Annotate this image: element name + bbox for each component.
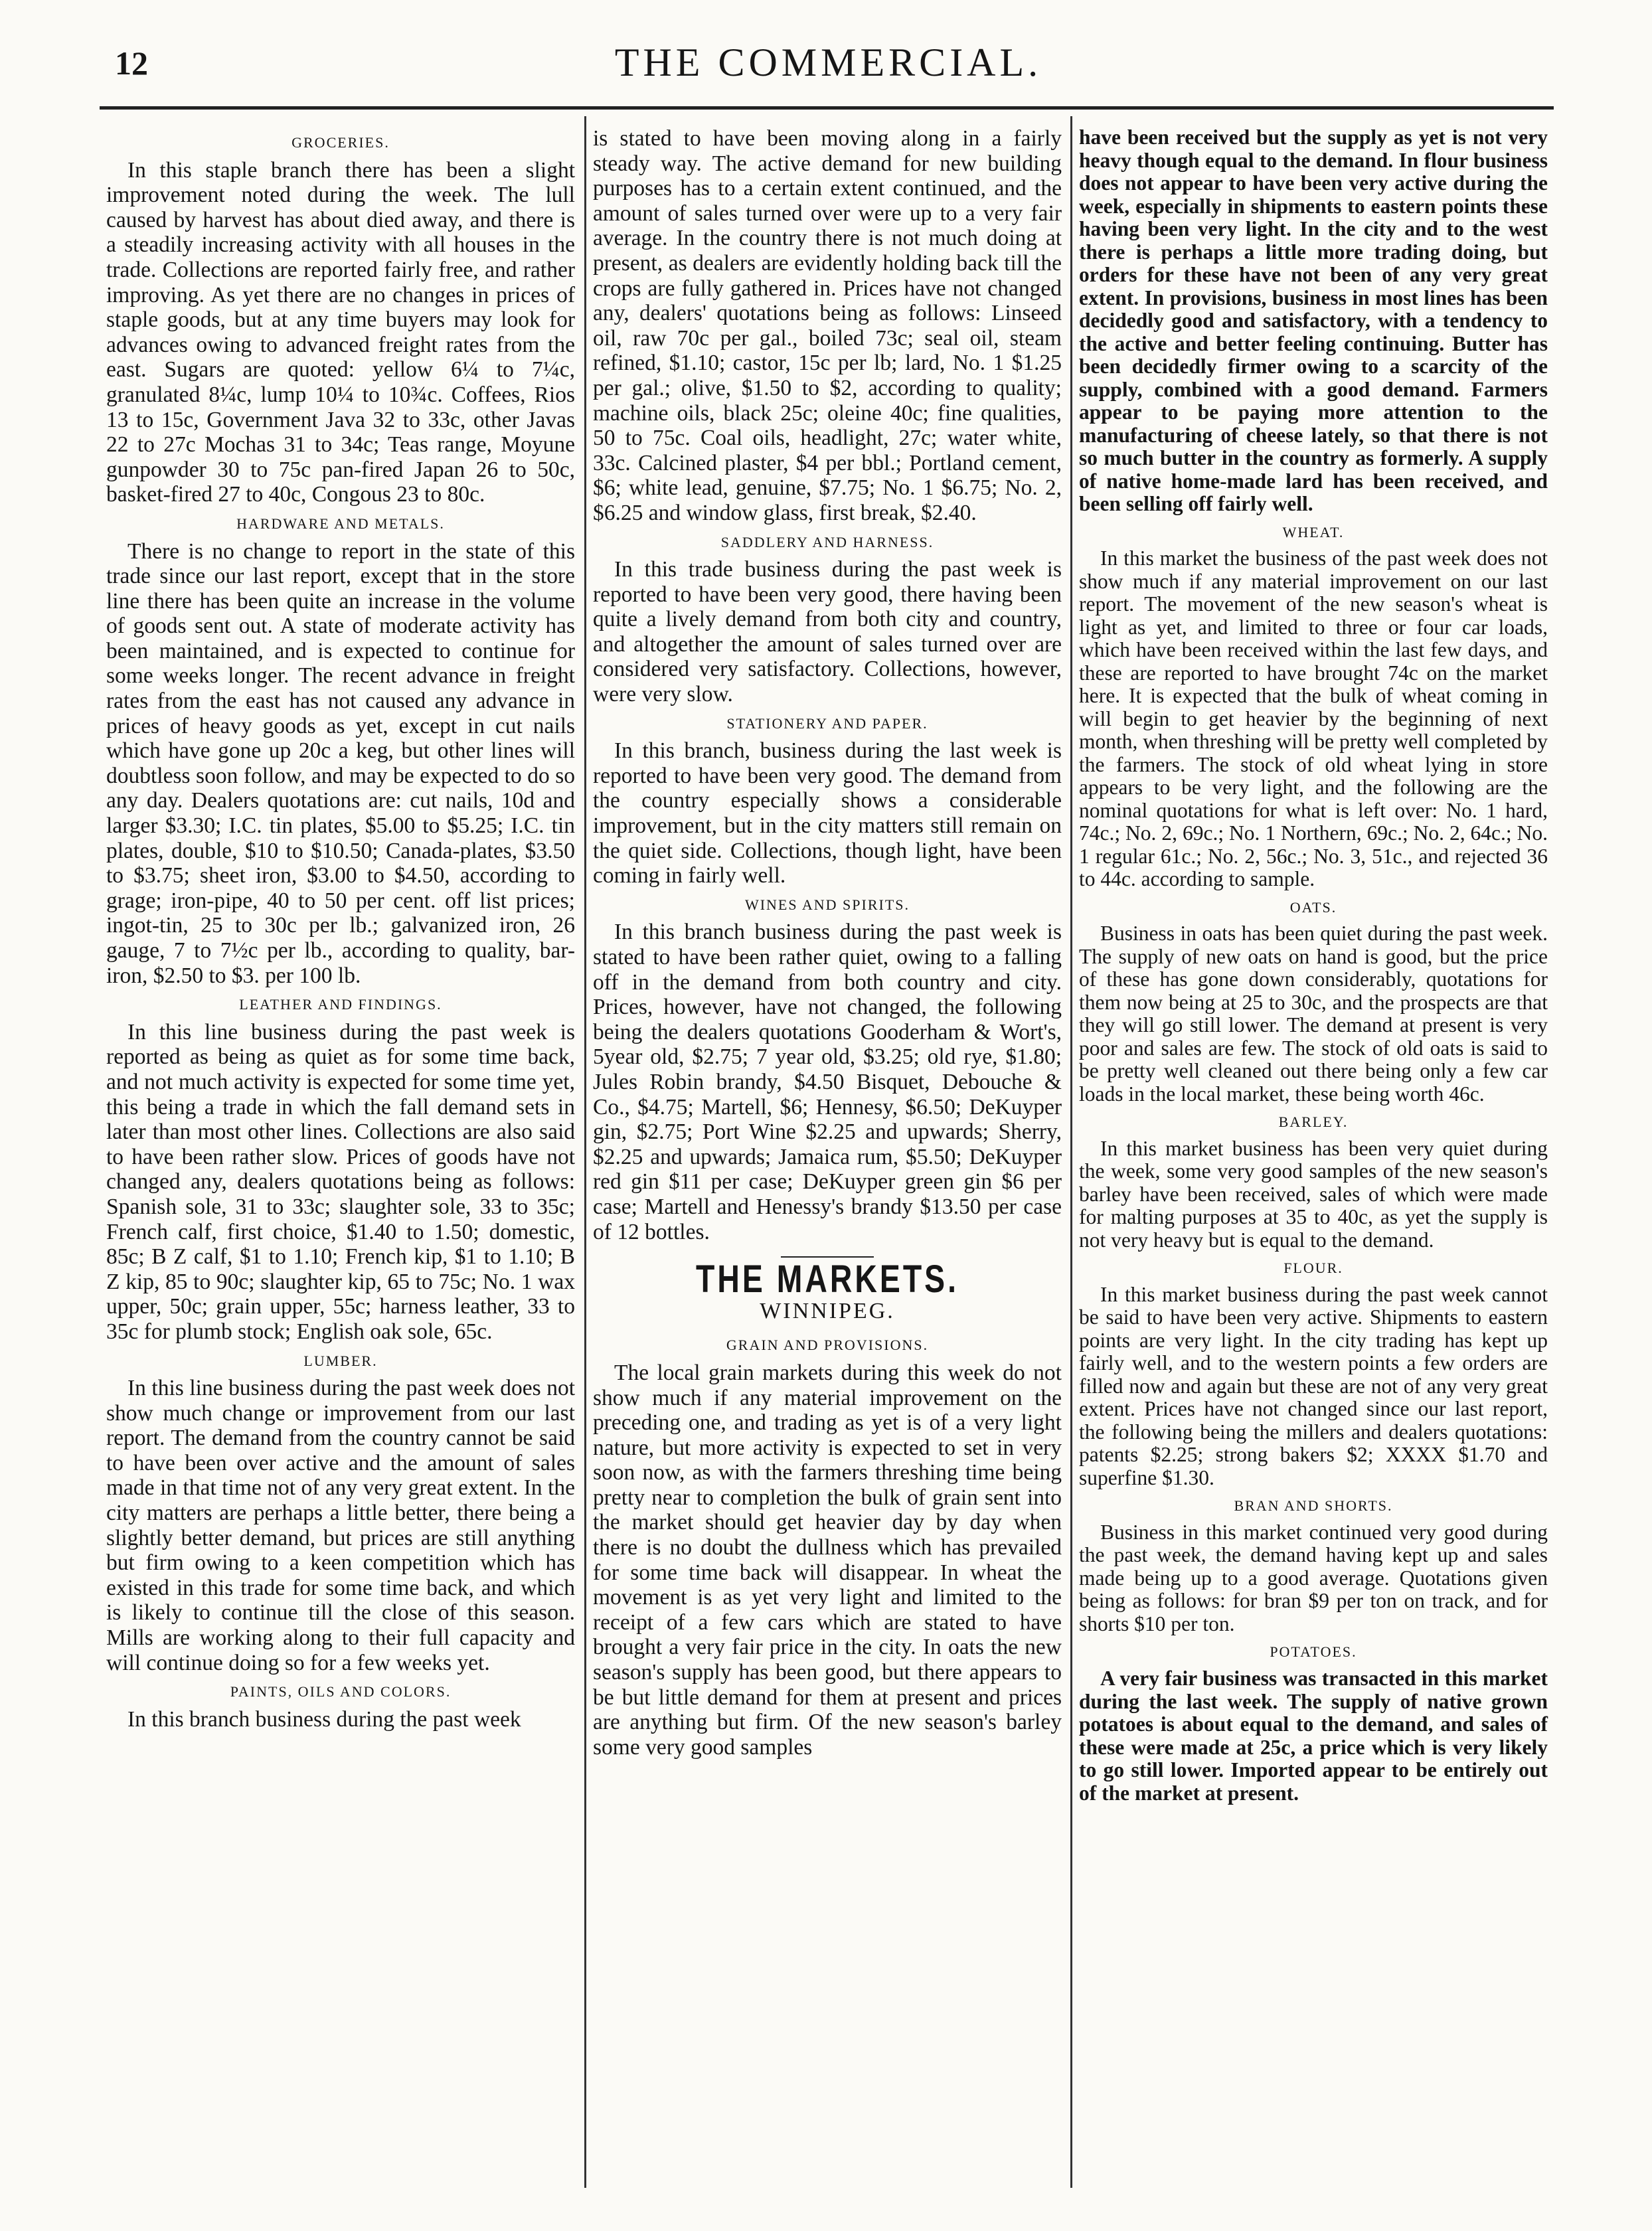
article-lumber: In this line business during the past week does not show much change or improvement from our last report. The demand from the country cannot be said to have been over active and the amount of sales made in that time not of any very great extent. In the city matters are perhaps a little better, there being a slightly better demand, but prices are still anything but firm owing to a keen competition which has existed in this trade for some time back, and which is likely to continue till the close of this season. Mills are working along to their full capacity and will continue doing so for a few weeks yet. <box>106 1376 575 1675</box>
column-2 <box>593 126 1062 1761</box>
city-heading-winnipeg: WINNIPEG. <box>760 1298 895 1323</box>
section-heading-grain: GRAIN AND PROVISIONS. <box>726 1337 929 1354</box>
article-grain-continued: have been received but the supply as yet is not very heavy though equal to the demand. In flour business does not appear to have been very active during the week, especially in shipments to eastern points these having been very light. In the city and to the west there is perhaps a little more trading doing, but orders for these have not been of any very great extent. In provisions, business in most lines has been decidedly good and satisfactory, with a tendency to the active and better feeling continuing. Butter has been decidedly firmer owing to a scarcity of the supply, combined with a good demand. Farmers appear to be paying more attention to the manufacturing of cheese lately, so that there is not so much butter in the country as formerly. A supply of native home-made lard has been received, and been selling off fairly well. <box>1079 125 1548 515</box>
section-heading-hardware: HARDWARE AND METALS. <box>236 515 445 532</box>
section-heading-bran: BRAN AND SHORTS. <box>1234 1497 1393 1515</box>
article-saddlery: In this trade business during the past week is reported to have been very good, there having been quite a lively demand from both city and country, and altogether the amount of sales turned over are considered very satisfactory. Collections, however, were very slow. <box>593 557 1062 707</box>
column-divider-1 <box>584 116 586 2188</box>
article-potatoes: A very fair business was transacted in this market during the last week. The supply of native grown potatoes is about equal to the demand, and sales of these were made at 25c, a price which is very likely to go still lower. Imported appear to be entirely out of the market at present. <box>1079 1667 1548 1805</box>
article-leather: In this line business during the past week is reported as being as quiet as for some time back, and not much activity is expected for some time yet, this being a trade in which the fall demand sets in later than most other lines. Collections are also said to have been rather slow. Prices of goods have not changed any, dealers quotations being as follows: Spanish sole, 31 to 33c; slaughter sole, 33 to 35c; French calf, first choice, $1.40 to 1.50; domestic, 85c; B Z calf, $1 to 1.10; French kip, $1 to 1.10; B Z kip, 85 to 90c; slaughter kip, 65 to 75c; No. 1 wax upper, 50c; grain upper, 55c; harness leather, 33 to 35c for plumb stock; English oak sole, 65c. <box>106 1019 575 1344</box>
article-stationery: In this branch, business during the last week is reported to have been very good. The demand from the country especially shows a considerable improvement, but in the city matters still remain on the quiet side. Collections, though light, have been coming in fairly well. <box>593 738 1062 888</box>
article-hardware: There is no change to report in the state of this trade since our last report, except that in the store line there has been quite an increase in the volume of goods sent out. A state of moderate activity has been maintained, and is expected to continue for some weeks longer. The recent advance in freight rates from the east has not caused any advance in prices of heavy goods as yet, except in cut nails which have gone up 20c a keg, but other lines will doubtless soon follow, and may be expected to do so any day. Dealers quotations are: cut nails, 10d and larger $3.30; I.C. tin plates, $5.00 to $5.25; I.C. tin plates, double, $10 to $10.50; Canada-plates, $3.50 to $3.75; sheet iron, $3.00 to $4.50, according to grage; iron-pipe, 40 to 50 per cent. off list prices; ingot-tin, 25 to 30c per lb.; galvanized iron, 26 gauge, 7 to 7½c per lb., according to quality, bar-iron, $2.50 to $3. per 100 lb. <box>106 538 575 988</box>
section-heading-lumber: LUMBER. <box>303 1352 378 1369</box>
column-divider-2 <box>1070 116 1072 2188</box>
article-wheat: In this market the business of the past week does not show much if any material improvement on our last report. The movement of the new season's wheat is light as yet, and limited to three or four car loads, which have been received within the last few days, and these are reported to have brought 74c on the market here. It is expected that the bulk of wheat coming in will begin to get heavier by the beginning of next month, when threshing will be pretty well completed by the farmers. The stock of old wheat lying in store appears to be very light, and the following are the nominal quotations for what is left over: No. 1 hard, 74c.; No. 2, 69c.; No. 1 Northern, 69c.; No. 2, 64c.; No. 1 regular 61c.; No. 2, 56c.; No. 3, 51c., and rejected 36 to 44c. according to sample. <box>1079 546 1548 891</box>
article-bran: Business in this market continued very good during the past week, the demand having kept up and sales made being up to a good average. Quotations given being as follows: for bran $9 per ton on track, and for shorts $10 per ton. <box>1079 1520 1548 1635</box>
page-number: 12 <box>115 44 148 82</box>
section-heading-saddlery: SADDLERY AND HARNESS. <box>720 533 934 550</box>
column-1 <box>106 126 575 1733</box>
section-heading-oats: OATS. <box>1289 898 1337 916</box>
article-paints: In this branch business during the past week <box>127 1706 521 1732</box>
article-flour: In this market business during the past week cannot be said to have been very active. Shipments to eastern points are very light. In the city trading has kept up fairly well, and to the western points a few orders are filled now and again but these are not of any very great extent. Prices have not changed since our last report, the following being the millers and dealers quotations: patents $2.25; strong bakers $2; XXXX $1.70 and superfine $1.30. <box>1079 1282 1548 1489</box>
section-heading-potatoes: POTATOES. <box>1270 1643 1357 1661</box>
article-grain: The local grain markets during this week do not show much if any material improvement on the preceding one, and trading as yet is of a very light nature, but more activity is expected to set in very soon now, as with the farmers threshing time being pretty near to completion the bulk of grain sent into the market should get heavier day by day when there is no doubt the dullness which has prevailed for some time back will disappear. In wheat the movement is as yet very light and limited to the receipt of a few cars which are stated to have brought a very fair price in the city. In oats the new season's supply has been good, but there appears to be but little demand for them at present and prices are anything but firm. Of the new season's barley some very good samples <box>593 1360 1062 1760</box>
header-rule <box>100 106 1554 110</box>
section-heading-stationery: STATIONERY AND PAPER. <box>726 714 928 732</box>
section-heading-wheat: WHEAT. <box>1282 523 1345 540</box>
masthead-title: THE COMMERCIAL. <box>614 41 1042 84</box>
article-groceries: In this staple branch there has been a slight improvement noted during the week. The lull caused by harvest has about died away, and there is a steadily increasing activity with all houses in the trade. Collections are reported fairly free, and rather improving. As yet there are no changes in prices of staple goods, but at any time buyers may look for advances owing to advanced freight rates from the east. Sugars are quoted: yellow 6¼ to 7¼c, granulated 8¼c, lump 10¼ to 10¾c. Coffees, Rios 13 to 15c, Government Java 32 to 33c, other Javas 22 to 27c Mochas 31 to 34c; Teas range, Moyune gunpowder 30 to 75c pan-fired Japan 26 to 50c, basket-fired 27 to 40c, Congous 23 to 80c. <box>106 157 575 507</box>
article-wines: In this branch business during the past week is stated to have been rather quiet, owing to a falling off in the demand from both country and city. Prices, however, have not changed, the following being the dealers quotations Gooderham & Wort's, 5year old, $2.75; 7 year old, $3.25; old rye, $1.80; Jules Robin brandy, $4.50 Bisquet, Debouche & Co., $4.75; Martell, $6; Hennesy, $6.50; DeKuyper gin, $2.75; Port Wine $2.25 and upwards; Sherry, $2.25 and upwards; Jamaica rum, $5.50; DeKuyper red gin $11 per case; DeKuyper green gin $6 per case; Martell and Henessy's brandy $13.50 per case of 12 bottles. <box>593 920 1062 1244</box>
section-heading-barley: BARLEY. <box>1278 1114 1349 1131</box>
column-3 <box>1079 126 1548 1806</box>
article-barley: In this market business has been very quiet during the week, some very good samples of the new season's barley have been received, sales of which were made for malting purposes at 35 to 40c, as yet the supply is not very heavy but is equal to the demand. <box>1079 1136 1548 1252</box>
section-heading-groceries: GROCERIES. <box>291 134 390 151</box>
section-heading-flour: FLOUR. <box>1283 1260 1343 1277</box>
section-heading-paints: PAINTS, OILS AND COLORS. <box>230 1683 452 1700</box>
article-oats: Business in oats has been quiet during the past week. The supply of new oats on hand is good, but the price of these has gone down considerably, quotations for them now being at 25 to 30c, and the prospects are that they will go still lower. The demand at present is very poor and sales are few. The stock of old oats is said to be pretty well cleaned out there being only a few car loads in the local market, these being worth 46c. <box>1079 922 1548 1106</box>
section-heading-leather: LEATHER AND FINDINGS. <box>239 996 442 1013</box>
page-header <box>110 40 1547 93</box>
article-paints-continued: is stated to have been moving along in a fairly steady way. The active demand for new building purposes has to a certain extent continued, and the amount of sales turned over were up to a very fair average. In the country there is not much doing at present, as dealers are evidently holding back till the crops are fully gathered in. Prices have not changed any, dealers' quotations being as follows: Linseed oil, raw 70c per gal., boiled 73c; seal oil, steam refined, $1.10; castor, 15c per lb; lard, No. 1 $1.25 per gal.; olive, $1.50 to $2, according to quality; machine oils, black 25c; oleine 40c; fine qualities, 50 to 75c. Coal oils, headlight, 27c; water white, 33c. Calcined plaster, $4 per bbl.; Portland cement, $6; white lead, genuine, $7.75; No. 1 $6.75; No. 2, $6.25 and window glass, first break, $2.40. <box>593 126 1062 525</box>
section-heading-wines: WINES AND SPIRITS. <box>744 896 910 913</box>
markets-title: THE MARKETS. <box>696 1258 959 1301</box>
